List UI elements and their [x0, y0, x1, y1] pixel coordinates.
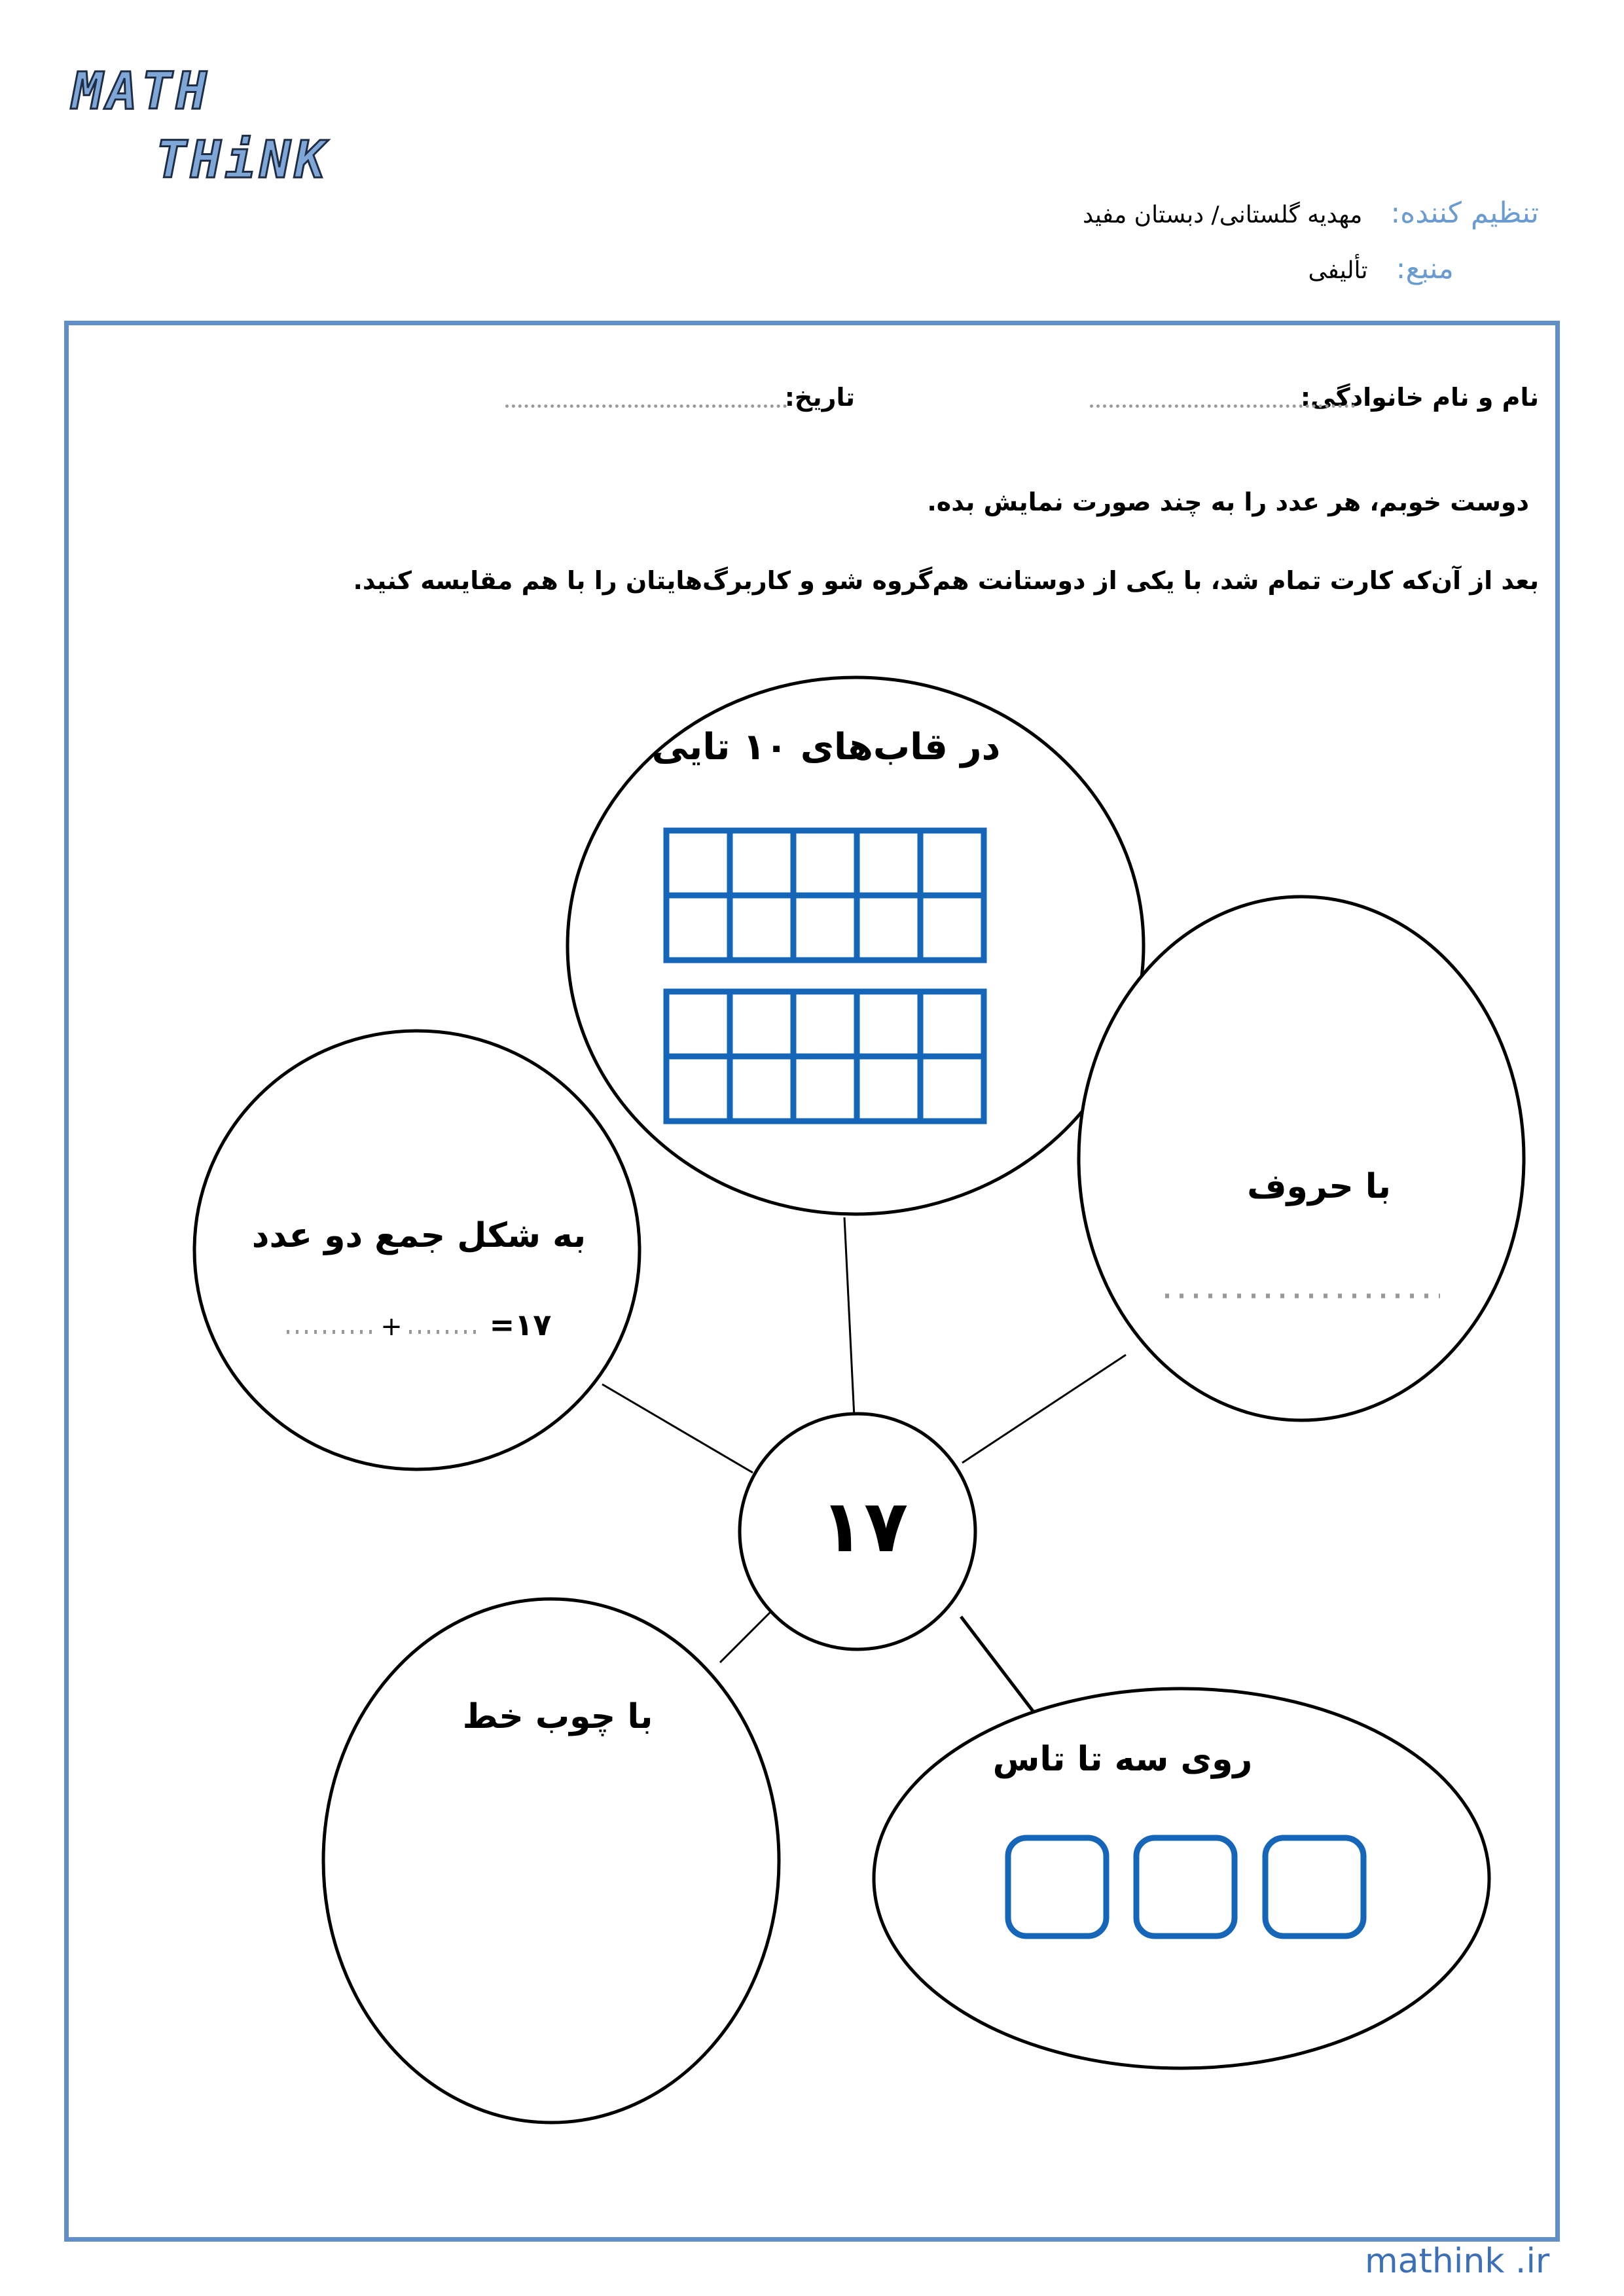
- bubble-letters: [1079, 897, 1524, 1420]
- author-label: تنظیم کننده:: [1390, 196, 1539, 230]
- ten-frames-title: در قاب‌های ۱۰ تایی: [651, 726, 1001, 768]
- source-value: تألیفی: [1308, 257, 1368, 284]
- connector-bottom-right: [961, 1617, 1041, 1721]
- instruction-line-2: بعد از آن‌که کارت تمام شد، با یکی از دوستانت هم‌گروه شو و کاربرگ‌هایتان را با هم مقایسه کنید.: [353, 566, 1539, 595]
- connector-top: [844, 1217, 854, 1417]
- center-number: ۱۷: [820, 1484, 909, 1568]
- author-value: مهدیه گلستانی/ دبستان مفید: [1082, 202, 1363, 228]
- footer-site-link[interactable]: mathink .ir: [1365, 2242, 1550, 2281]
- sum-title: به شکل جمع دو عدد: [251, 1216, 586, 1255]
- connector-bottom-left: [720, 1611, 771, 1662]
- connector-right: [962, 1355, 1126, 1463]
- sum-equation-prefix: =۱۷: [489, 1307, 552, 1342]
- dice-title: روی سه تا تاس: [992, 1740, 1253, 1779]
- bubble-tally: [323, 1599, 779, 2123]
- logo-line-math: MATH: [72, 62, 211, 121]
- letters-title: با حروف: [1247, 1167, 1391, 1206]
- logo-line-think: THiNK: [156, 131, 329, 190]
- tally-title: با چوب خط: [462, 1697, 653, 1736]
- sum-plus-sign: +: [380, 1312, 403, 1342]
- name-label: نام و نام خانوادگی:: [1300, 383, 1539, 412]
- instruction-line-1: دوست خوبم، هر عدد را به چند صورت نمایش بده.: [927, 488, 1529, 516]
- date-label: تاریخ:: [784, 383, 855, 412]
- connector-left: [602, 1384, 753, 1473]
- source-label: منبع:: [1396, 252, 1454, 285]
